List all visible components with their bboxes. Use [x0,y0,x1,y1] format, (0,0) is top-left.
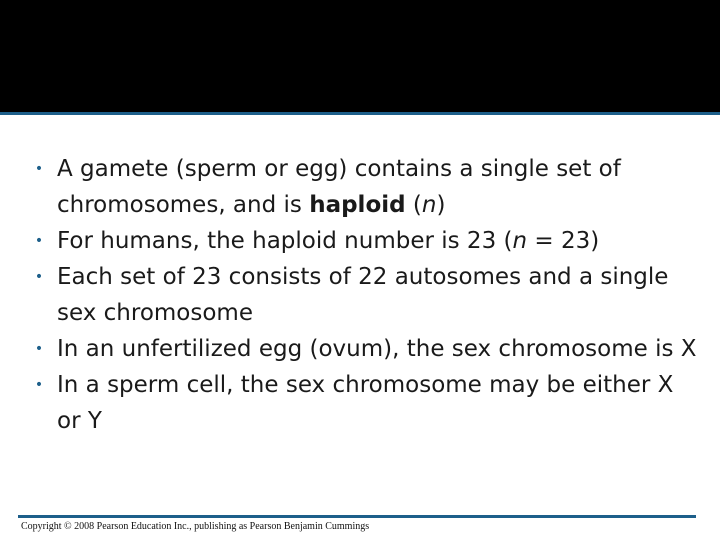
bullet-marker-icon: • [34,161,44,177]
bullet-text [57,372,673,434]
text-segment: In a sperm cell, the sex chromosome may be either X or Y [57,372,674,434]
text-segment: ( [405,192,422,218]
italic-symbol: n [512,228,528,254]
text-segment: For humans, the haploid number is 23 ( [57,228,513,254]
text-segment: Each set of 23 consists of 22 autosomes and a single sex chromosome [57,264,669,326]
header-divider [0,112,720,115]
title-band [0,0,720,112]
bullet-item [0,151,720,223]
bullet-text [57,228,599,254]
copyright-text: Copyright © 2008 Pearson Education Inc., publishing as Pearson Benjamin Cummings [21,521,370,532]
italic-symbol: n [421,192,437,218]
bullet-marker-icon: • [34,269,44,285]
footer-divider [18,515,696,518]
bullet-item [0,259,720,331]
bullet-list [0,151,720,439]
bullet-item [0,331,720,367]
bullet-marker-icon: • [34,233,44,249]
text-segment: In an unfertilized egg (ovum), the sex chromosome is X [57,336,697,362]
bullet-text [57,264,668,326]
bullet-marker-icon: • [34,377,44,393]
bullet-item [0,223,720,259]
text-segment: ) [436,192,446,218]
bullet-marker-icon: • [34,341,44,357]
bold-term: haploid [309,192,406,218]
bullet-text [57,156,621,218]
text-segment: A gamete (sperm or egg) contains a single set of chromosomes, and is [57,156,621,218]
bullet-item [0,367,720,439]
text-segment: = 23) [527,228,600,254]
bullet-text [57,336,697,362]
